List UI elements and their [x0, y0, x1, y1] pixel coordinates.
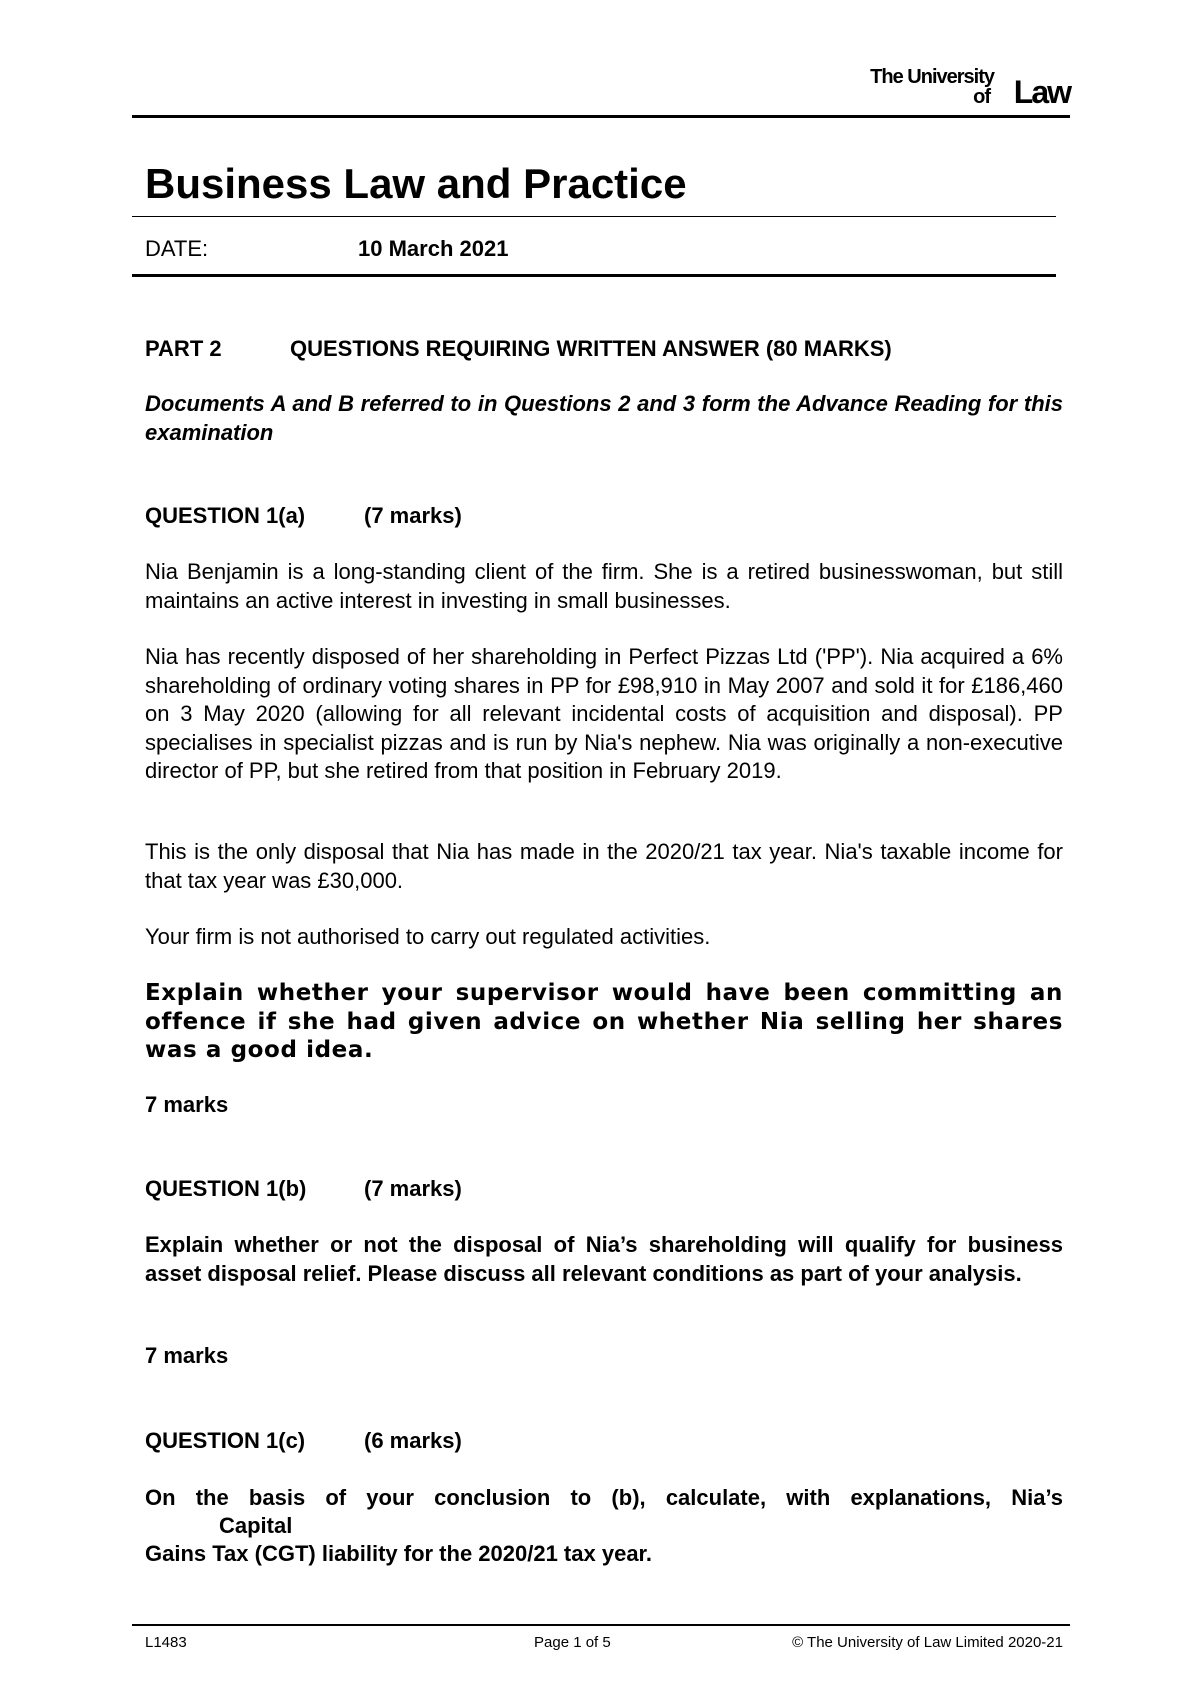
logo-line-1: The University	[870, 66, 994, 88]
footer-rule	[132, 1624, 1070, 1626]
question-1c-marks: (6 marks)	[364, 1428, 462, 1453]
part-label: PART 2	[145, 336, 222, 361]
question-1a-heading: QUESTION 1(a)	[145, 503, 306, 528]
q1a-task: Explain whether your supervisor would have been committing an offence if she had given advice on whether Nia selling her shares was a good idea.	[145, 980, 1063, 1063]
advance-reading-note: Documents A and B referred to in Questions 2 and 3 form the Advance Reading for this examination	[145, 391, 1063, 445]
footer-page-number: Page 1 of 5	[534, 1634, 611, 1651]
q1a-paragraph-3: This is the only disposal that Nia has made in the 2020/21 tax year. Nia's taxable income for that tax year was £30,000.	[145, 839, 1063, 893]
question-1a-marks: (7 marks)	[364, 503, 462, 528]
q1b-marks-footer: 7 marks	[145, 1343, 229, 1368]
header-bottom-rule	[132, 274, 1056, 277]
logo-line-2: of	[973, 86, 990, 108]
date-label: DATE:	[145, 236, 209, 261]
title-rule	[132, 216, 1056, 217]
question-1c-heading: QUESTION 1(c)	[145, 1428, 306, 1453]
q1a-paragraph-4: Your firm is not authorised to carry out regulated activities.	[145, 924, 711, 949]
part-title: QUESTIONS REQUIRING WRITTEN ANSWER (80 MARKS)	[290, 336, 892, 361]
footer-copyright: © The University of Law Limited 2020-21	[792, 1634, 1063, 1651]
q1a-marks-footer: 7 marks	[145, 1092, 229, 1117]
top-rule	[132, 115, 1070, 118]
question-1b-heading: QUESTION 1(b)	[145, 1176, 307, 1201]
logo-line-3: Law	[1013, 74, 1070, 110]
date-value: 10 March 2021	[358, 236, 509, 261]
question-1b-marks: (7 marks)	[364, 1176, 462, 1201]
q1b-task: Explain whether or not the disposal of Nia’s shareholding will qualify for business asset disposal relief. Please discuss all relevant conditions as part of your analysis.	[145, 1232, 1063, 1286]
document-title: Business Law and Practice	[145, 160, 687, 207]
q1c-task-line-2: Capital	[219, 1513, 293, 1538]
footer-code: L1483	[145, 1634, 187, 1651]
q1a-paragraph-2: Nia has recently disposed of her shareholding in Perfect Pizzas Ltd ('PP'). Nia acquired a 6% shareholding of ordinary voting shares in PP for £98,910 in May 2007 and sold it for £186,460 on 3 May 2020 (allowing for all relevant incidental costs of acquisition and disposal). PP specialises in specialist pizzas and is run by Nia's nephew. Nia was originally a non-executive director of PP, but she retired from that position in February 2019.	[145, 644, 1063, 783]
q1a-paragraph-1: Nia Benjamin is a long-standing client of the firm. She is a retired businesswoman, but still maintains an active interest in investing in small businesses.	[145, 559, 1063, 613]
q1c-task-line-3: Gains Tax (CGT) liability for the 2020/21 tax year.	[145, 1541, 653, 1566]
university-logo	[850, 62, 1070, 110]
q1c-task-line-1: On the basis of your conclusion to (b), calculate, with explanations, Nia’s	[145, 1485, 1063, 1510]
